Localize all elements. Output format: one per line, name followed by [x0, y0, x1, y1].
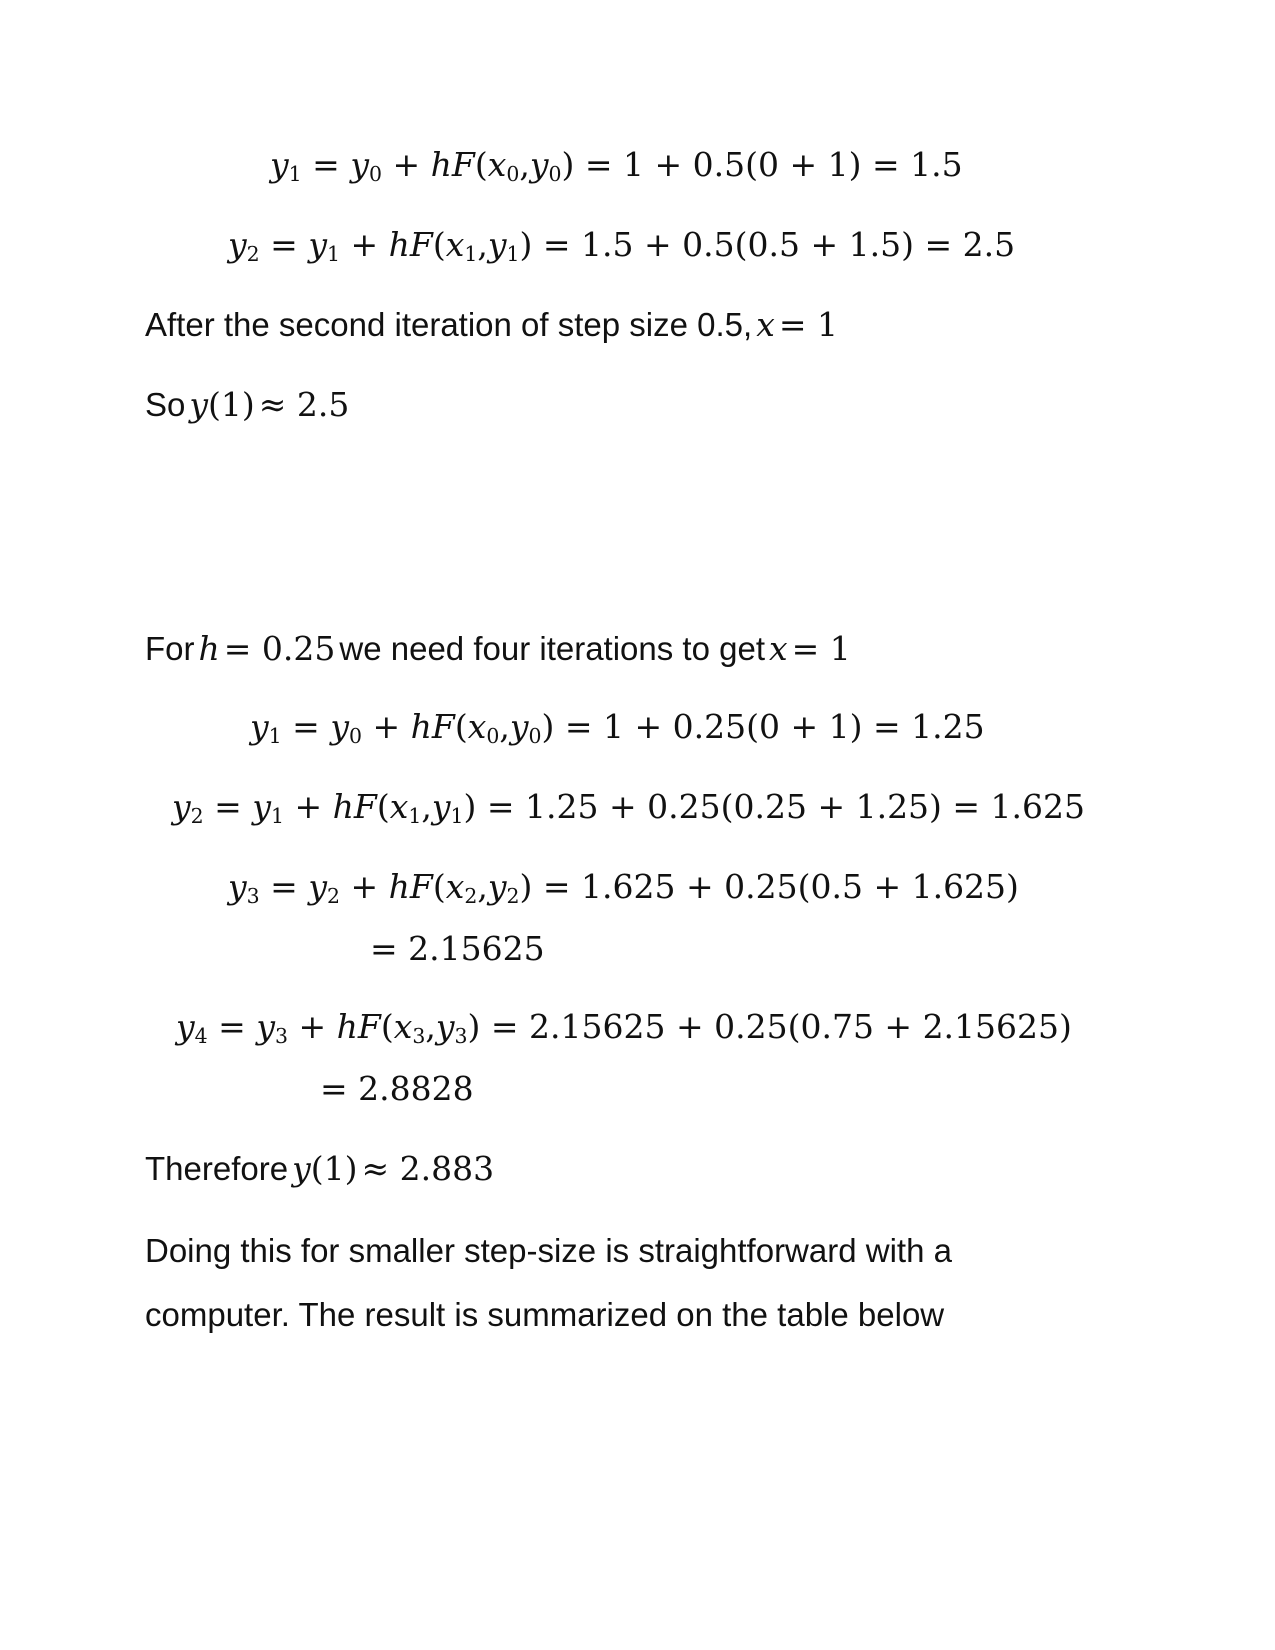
- euler-step2-eq-y3: $y_3 = y_2 + hF(x_2,y_2) = 1.625 + 0.25(0.5 + 1.625)$: [228, 867, 1019, 909]
- after-iteration-text: After the second iteration of step size 0.5, x = 1: [145, 305, 838, 344]
- euler-step2-eq-y4-result: = 2.8828: [320, 1069, 474, 1108]
- closing-paragraph-line2: computer. The result is summarized on the table below: [145, 1296, 945, 1333]
- euler-step1-eq-y2: $y_2 = y_1 + hF(x_1,y_1) = 1.5 + 0.5(0.5 + 1.5) = 2.5$: [228, 225, 1016, 267]
- euler-step1-eq-y1: $y_1 = y_0 + hF(x_0,y_0) = 1 + 0.5(0 + 1) = 1.5$: [270, 145, 963, 187]
- therefore-result-text: Therefore y(1) ≈ 2.883: [145, 1149, 495, 1188]
- closing-paragraph-line1: Doing this for smaller step-size is straightforward with a: [145, 1232, 952, 1269]
- euler-step2-eq-y4: $y_4 = y_3 + hF(x_3,y_3) = 2.15625 + 0.25(0.75 + 2.15625)$: [176, 1007, 1072, 1049]
- so-result-text: So y(1) ≈ 2.5: [145, 385, 350, 424]
- step-025-intro: For h = 0.25 we need four iterations to get x = 1: [145, 629, 851, 668]
- euler-step2-eq-y3-result: = 2.15625: [370, 929, 545, 968]
- euler-step2-eq-y2: $y_2 = y_1 + hF(x_1,y_1) = 1.25 + 0.25(0.25 + 1.25) = 1.625$: [172, 787, 1086, 829]
- euler-step2-eq-y1: $y_1 = y_0 + hF(x_0,y_0) = 1 + 0.25(0 + 1) = 1.25$: [250, 707, 985, 749]
